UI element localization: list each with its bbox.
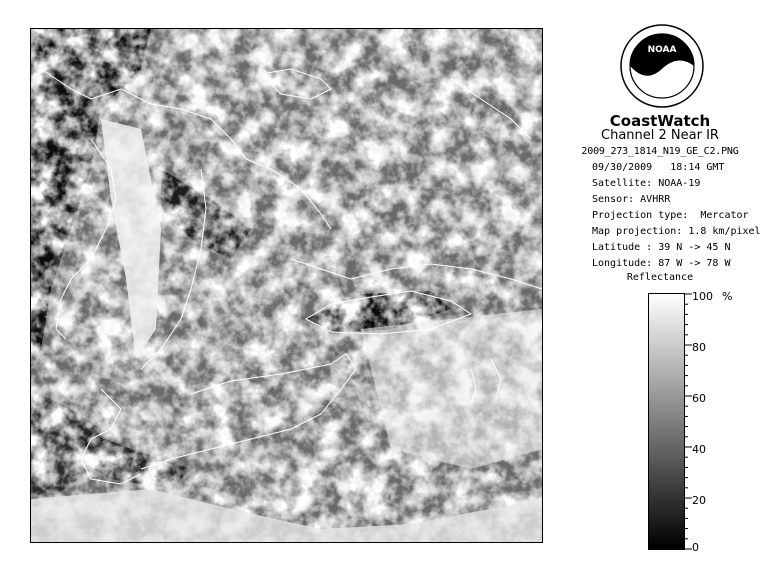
scale-label-100: 100 <box>692 290 713 303</box>
scale-label-0: 0 <box>692 541 699 554</box>
scale-title: Reflectance <box>626 272 694 283</box>
meta-longitude: Longitude: 87 W -> 78 W <box>592 258 731 269</box>
meta-satellite: Satellite: NOAA-19 <box>592 178 701 189</box>
meta-sensor: Sensor: AVHRR <box>592 194 671 205</box>
reflectance-colorbar <box>648 293 685 550</box>
meta-map-projection: Map projection: 1.8 km/pixel <box>592 226 761 237</box>
file-name: 2009_273_1814_N19_GE_C2.PNG <box>581 146 739 157</box>
noaa-logo <box>620 24 704 108</box>
satellite-image <box>30 28 543 543</box>
scale-label-60: 60 <box>692 392 706 405</box>
colorbar-ticks <box>684 293 694 550</box>
meta-latitude: Latitude : 39 N -> 45 N <box>592 242 731 253</box>
scale-unit: % <box>722 290 733 303</box>
noaa-logo-text: NOAA <box>647 45 677 55</box>
scale-label-40: 40 <box>692 443 706 456</box>
scale-label-20: 20 <box>692 494 706 507</box>
meta-datetime: 09/30/2009 18:14 GMT <box>592 162 725 173</box>
meta-projection-type: Projection type: Mercator <box>592 210 749 221</box>
scale-label-80: 80 <box>692 341 706 354</box>
brand-title: CoastWatch <box>609 112 711 130</box>
channel-title: Channel 2 Near IR <box>601 128 719 143</box>
